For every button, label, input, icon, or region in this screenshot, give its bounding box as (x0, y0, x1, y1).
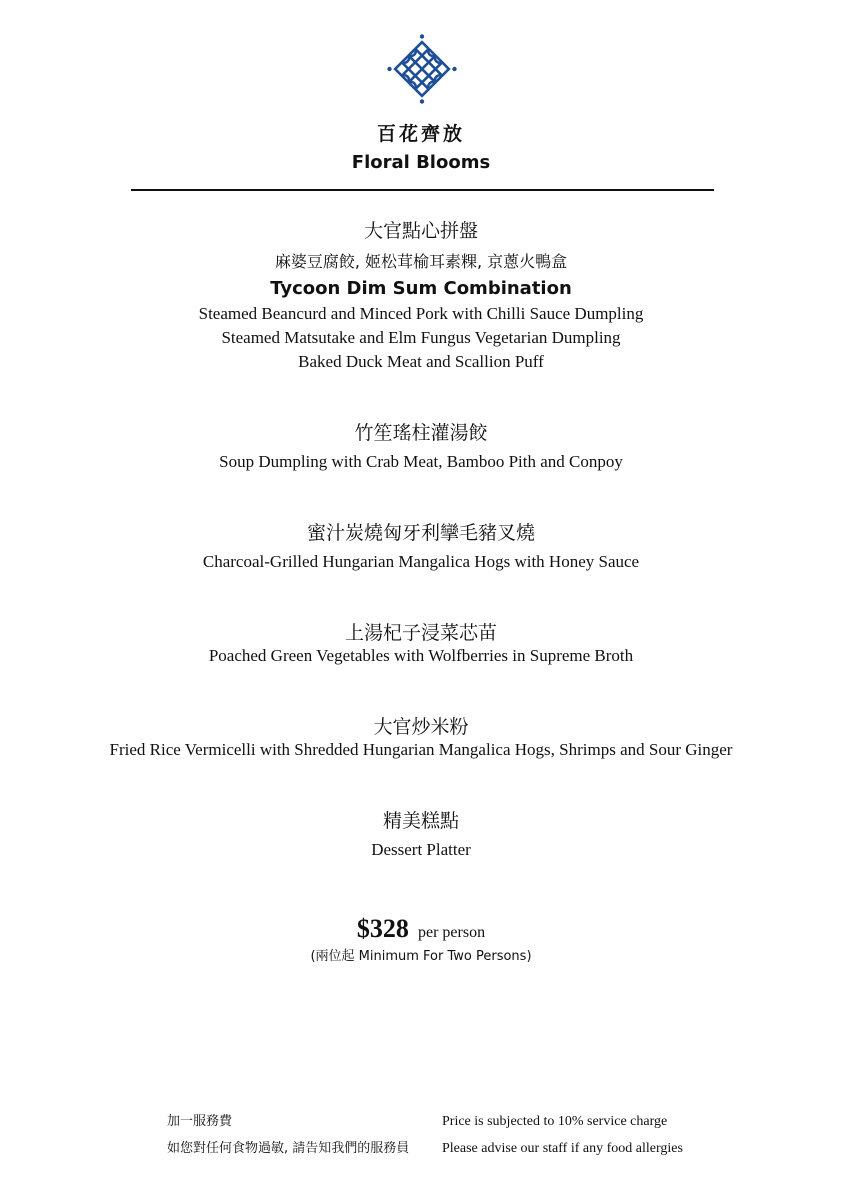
service-charge-en: Price is subjected to 10% service charge (442, 1114, 668, 1129)
price-unit: per person (418, 924, 486, 941)
endless-knot-logo-icon (387, 34, 457, 104)
title-divider (131, 189, 714, 191)
allergy-notice-zh: 如您對任何食物過敏, 請告知我們的服務員 (167, 1141, 410, 1156)
price-amount: $328 (356, 914, 409, 943)
dish-name-en: Charcoal-Grilled Hungarian Mangalica Hogs with Honey Sauce (202, 552, 640, 571)
dish-name-en: Soup Dumpling with Crab Meat, Bamboo Pith and Conpoy (219, 452, 623, 471)
dish-components-zh: 麻婆豆腐餃, 姬松茸榆耳素粿, 京蔥火鴨盒 (274, 252, 568, 271)
dish-name-zh: 大官點心拼盤 (363, 220, 478, 242)
dish-name-zh: 精美糕點 (382, 810, 459, 832)
dish-name-zh: 大官炒米粉 (373, 716, 469, 738)
dish-name-zh: 蜜汁炭燒匈牙利攣毛豬叉燒 (306, 522, 535, 544)
price-line (0, 912, 842, 950)
dish-name-en: Dessert Platter (371, 840, 471, 859)
service-charge-zh: 加一服務費 (167, 1114, 233, 1129)
dish-component-en: Baked Duck Meat and Scallion Puff (298, 352, 544, 371)
dish-name-en: Tycoon Dim Sum Combination (270, 278, 572, 299)
dish-component-en: Steamed Beancurd and Minced Pork with Chilli Sauce Dumpling (198, 304, 644, 323)
allergy-notice-en: Please advise our staff if any food allergies (442, 1141, 683, 1156)
dish-name-zh: 上湯杞子浸菜芯苗 (344, 622, 497, 644)
dish-name-zh: 竹笙瑤柱灌湯餃 (354, 422, 488, 444)
menu-title-zh: 百花齊放 (376, 123, 465, 145)
dish-name-en: Fried Rice Vermicelli with Shredded Hungarian Mangalica Hogs, Shrimps and Sour Ginger (109, 740, 733, 759)
menu-title-en: Floral Blooms (351, 152, 491, 173)
dish-name-en: Poached Green Vegetables with Wolfberries in Supreme Broth (208, 646, 634, 665)
minimum-persons-note: (兩位起 Minimum For Two Persons) (310, 949, 532, 964)
dish-component-en: Steamed Matsutake and Elm Fungus Vegetarian Dumpling (221, 328, 621, 347)
